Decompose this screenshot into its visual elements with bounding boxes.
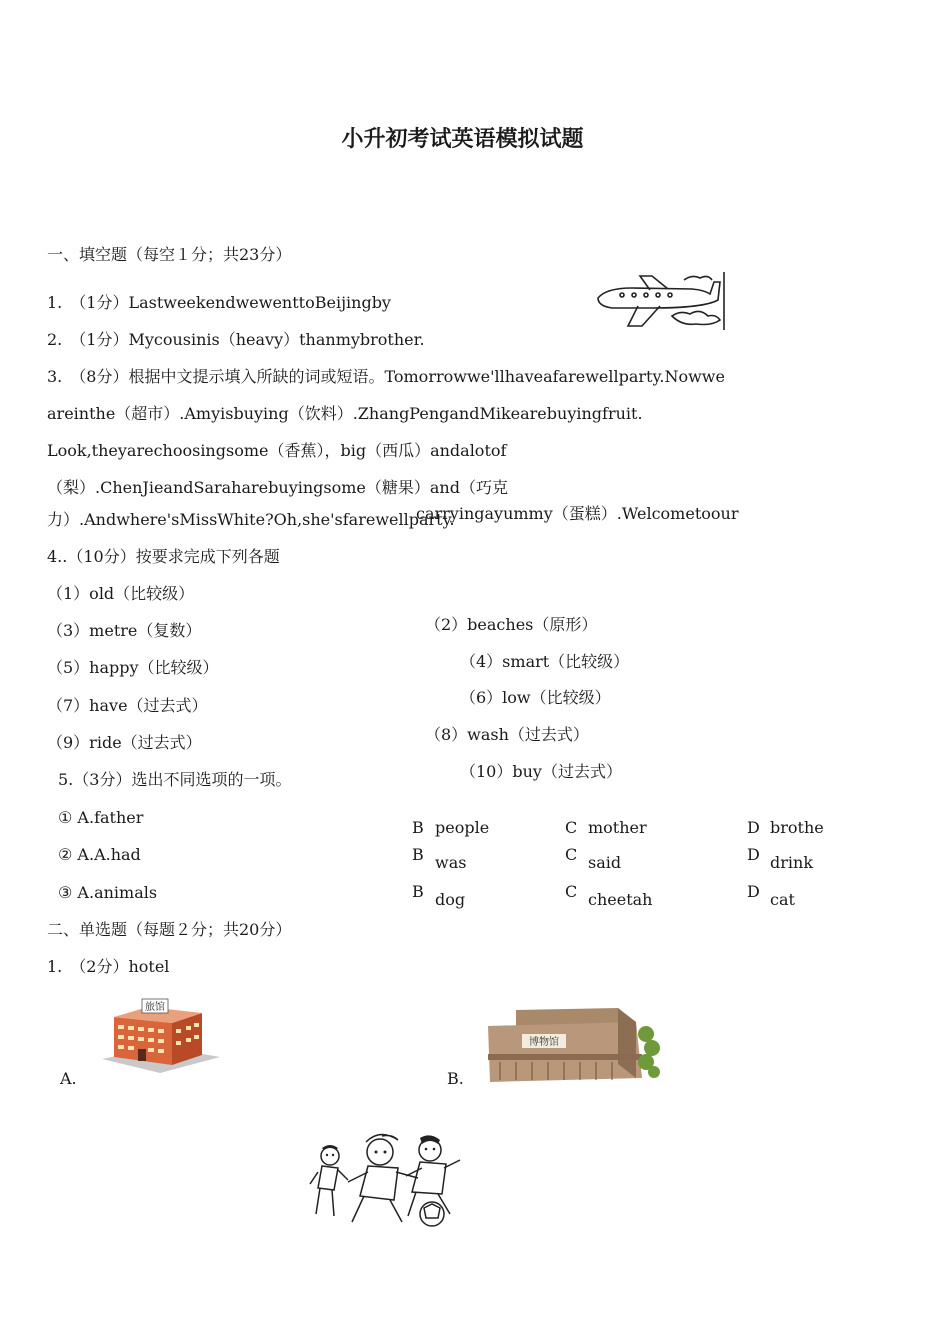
q5-row2-option-a: ② A.A.had [58,845,141,864]
section2-heading: 二、单选题（每题２分；共20分） [47,920,292,939]
q5-row3-option-d: cat [770,890,795,909]
q5-row1-label-d: D [747,818,760,837]
q5-row1-option-a: ① A.father [58,808,144,827]
q5-row1-option-c: mother [588,818,647,837]
q4-item-7: （7）have（过去式） [47,696,208,715]
q5-row1-option-d: brothe [770,818,824,837]
q5-row2-label-c: C [565,845,578,864]
q4-item-10: （10）buy（过去式） [460,762,622,781]
q4-item-8: （8）wash（过去式） [425,725,589,744]
question-3-line4: （梨）.ChenJieandSaraharebuyingsome（糖果）and（巧克 [47,478,508,497]
option-b-label: B. [447,1069,464,1088]
question-3-line5b: carryingayummy（蛋糕）.Welcometoour [416,504,739,523]
q5-row2-option-b: was [435,853,467,872]
q5-row1-label-b: B [412,818,424,837]
question-3-line1: 3. （8分）根据中文提示填入所缺的词或短语。Tomorrowwe'llhaveafarewellparty.Nowwe [47,367,725,386]
hotel-sign-text: 旅馆 [145,1002,165,1013]
section1-heading: 一、填空题（每空１分；共23分） [47,245,292,264]
museum-image [486,1004,660,1084]
museum-sign-text: 博物馆 [529,1037,559,1048]
q4-item-1: （1）old（比较级） [47,584,195,603]
page-title: 小升初考试英语模拟试题 [341,127,584,152]
q4-item-9: （9）ride（过去式） [47,733,202,752]
option-a-label: A. [60,1069,77,1088]
q5-row2-label-b: B [412,845,424,864]
q4-item-4: （4）smart（比较级） [460,652,630,671]
football-children-image [308,1130,466,1230]
q5-row3-label-d: D [747,882,760,901]
q5-row3-option-a: ③ A.animals [58,883,158,902]
q4-item-5: （5）happy（比较级） [47,658,219,677]
q4-item-2: （2）beaches（原形） [425,615,598,634]
q5-row3-label-c: C [565,882,578,901]
airplane-image [592,268,728,334]
q5-row3-option-c: cheetah [588,890,653,909]
question-4-heading: 4..（10分）按要求完成下列各题 [47,547,280,566]
hotel-image [98,995,222,1075]
q5-row3-label-b: B [412,882,424,901]
q5-row2-label-d: D [747,845,760,864]
q5-row2-option-c: said [588,853,622,872]
q4-item-6: （6）low（比较级） [460,688,611,707]
q5-row3-option-b: dog [435,890,466,909]
question-3-line5a: 力）.Andwhere'sMissWhite?Oh,she'sfarewellparty. [47,510,455,529]
q5-row1-option-b: people [435,818,490,837]
question-5-heading: 5.（3分）选出不同选项的一项。 [58,770,292,789]
question-2: 2. （1分）Mycousinis（heavy）thanmybrother. [47,330,425,349]
q4-item-3: （3）metre（复数） [47,621,202,640]
question-1: 1. （1分）LastweekendwewenttoBeijingby [47,293,391,312]
question-3-line2: areinthe（超市）.Amyisbuying（饮料）.ZhangPengandMikearebuyingfruit. [47,404,643,423]
question-3-line3: Look,theyarechoosingsome（香蕉），big（西瓜）andalotof [47,441,507,460]
section2-question-1: 1. （2分）hotel [47,957,170,976]
q5-row1-label-c: C [565,818,578,837]
q5-row2-option-d: drink [770,853,814,872]
